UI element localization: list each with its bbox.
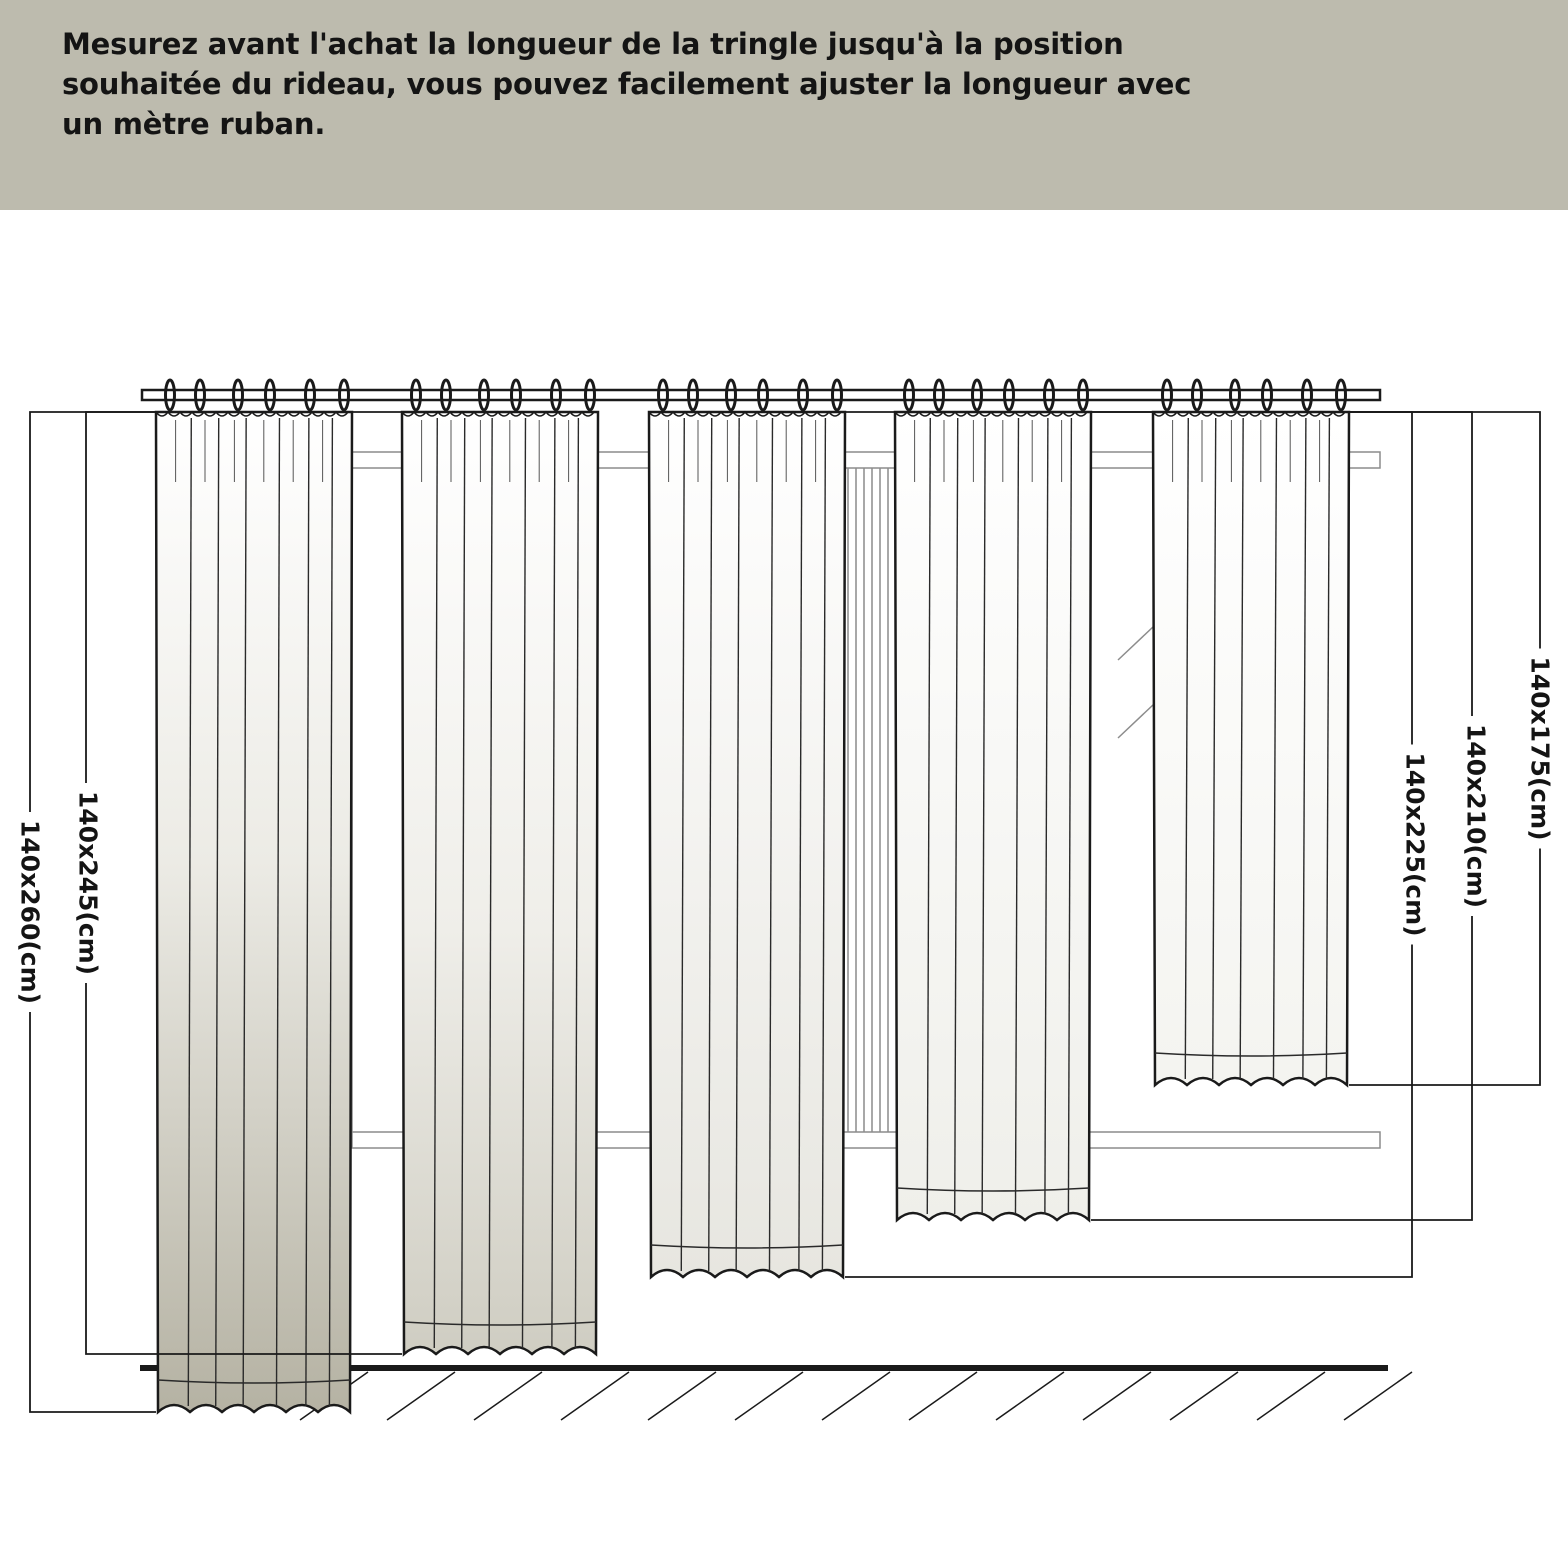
curtain-140x210(cm) (895, 412, 1091, 1220)
curtain-panel (156, 412, 352, 1412)
length-label: 140x245(cm) (73, 790, 103, 976)
curtain-panel (649, 412, 845, 1277)
dimension-line (1349, 412, 1540, 649)
dimension-line (1349, 849, 1540, 1086)
length-label: 140x210(cm) (1461, 723, 1491, 909)
dimension-line (30, 1012, 156, 1412)
curtain-140x260(cm) (156, 412, 352, 1412)
curtain-panel (402, 412, 598, 1354)
length-label: 140x175(cm) (1525, 656, 1555, 841)
curtain-panel (895, 412, 1091, 1220)
length-label: 140x225(cm) (1400, 752, 1430, 937)
curtain-140x245(cm) (402, 412, 598, 1354)
length-label: 140x260(cm) (15, 819, 45, 1005)
instruction-text: Mesurez avant l'achat la longueur de la tringle jusqu'à la position souhaitée du rideau, vous pouvez facilement ajuster la longueur avec un mètre ruban. (62, 27, 1192, 141)
curtain-140x225(cm) (649, 412, 845, 1277)
dimension-line (30, 412, 156, 812)
curtain-140x175(cm) (1153, 412, 1349, 1085)
curtain-rod (142, 390, 1380, 400)
curtain-panel (1153, 412, 1349, 1085)
